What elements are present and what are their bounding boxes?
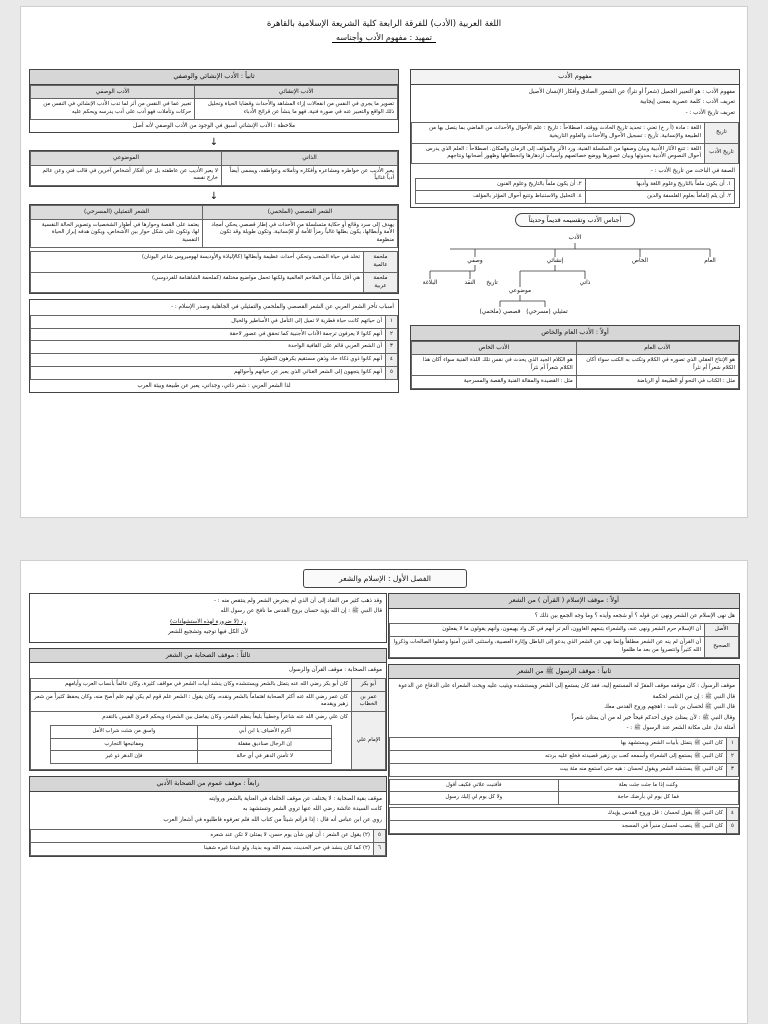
table-cell: مثل : القصيدة والمقالة الفنية والقصة والمسرحية bbox=[412, 376, 577, 389]
row-number: ١ bbox=[386, 315, 398, 328]
islam-table bbox=[389, 623, 739, 657]
section-intro: هل نهى الإسلام عن الشعر ونهى عن قوله ؟ أو شجعه وأيده ؟ وما وجه الجمع بين ذلك ؟ bbox=[534, 612, 735, 619]
bullet: موقف بقية الصحابة : لا يختلف عن موقف الخلفاء في العناية بالشعر وروايته bbox=[208, 795, 382, 802]
bullet: قال النبي ﷺ : إن من الشعر لحكمة bbox=[652, 693, 735, 700]
reasons-title: أسباب تأخر الشعر العربي عن الشعر القصصي والملحمي والتمثيلي في الجاهلية وصدر الإسلام : - bbox=[171, 304, 394, 311]
table-row bbox=[390, 738, 739, 751]
table-cell: هو الكلام الجيد الذي يحدث في نفس تلك اللذة الفنية سواء أكان هذا الكلام شعراً أم نثراً bbox=[412, 355, 577, 376]
bullet: روي عن ابن عباس أنه قال : إذا قرأتم شيئاً من كتاب الله فلم تعرفوه فاطلبوه في أشعار العرب bbox=[163, 816, 382, 823]
poem-hemistich: لا تأمنن الدهر في أي حالة bbox=[198, 751, 332, 764]
right-column bbox=[388, 593, 740, 840]
table-header-row bbox=[31, 85, 398, 98]
right-column bbox=[410, 69, 740, 395]
reasons-box bbox=[29, 299, 399, 393]
row-text: كان النبي ﷺ يتمثل بأبيات الشعر ويستشهد بها bbox=[390, 738, 727, 751]
islam-box bbox=[388, 593, 740, 659]
genres-pill: أجناس الأدب وتقسيمه قديماً وحديثاً bbox=[515, 213, 635, 227]
table-header-row bbox=[31, 206, 398, 219]
tree-node: البلاغة bbox=[422, 280, 438, 287]
poem-table bbox=[389, 779, 739, 805]
table-row bbox=[390, 763, 739, 776]
table-row bbox=[31, 165, 398, 186]
table-row bbox=[31, 829, 386, 842]
table-row bbox=[31, 272, 398, 293]
row-text: هي أقل شأناً من الملاحم العالمية ولكنها تحمل مواضيع مختلفة (كملحمة الشاهنامة للفردوسي) bbox=[31, 272, 364, 293]
general-title: أولاً : الأدب العام والخاص bbox=[411, 326, 739, 341]
table-row bbox=[31, 354, 398, 367]
poem-row bbox=[50, 738, 332, 751]
researcher-table bbox=[415, 178, 735, 205]
poem-table bbox=[50, 725, 333, 764]
section-title: أولاً : موقف الإسلام ( القرآن ) من الشعر bbox=[389, 594, 739, 609]
poem-row bbox=[50, 751, 332, 764]
table-row bbox=[31, 99, 398, 120]
tree-node: العام bbox=[704, 258, 716, 265]
table-row bbox=[31, 712, 386, 770]
column-header: الموضوعي bbox=[31, 152, 222, 165]
page-subheader: تمهيد : مفهوم الأدب وأجناسه bbox=[21, 33, 747, 42]
subjective-table bbox=[30, 151, 398, 186]
row-label: ملحمة عربية bbox=[364, 272, 398, 293]
concept-bullet: تعريف تاريخ الأدب : - bbox=[685, 109, 735, 116]
section-title: ثالثاً : موقف الصحابة من الشعر bbox=[30, 649, 386, 664]
arrow-down-icon: ↓ bbox=[209, 137, 219, 149]
table-header-row bbox=[31, 152, 398, 165]
table-row bbox=[31, 219, 398, 247]
column-header: الأدب الوصفي bbox=[31, 85, 195, 98]
table-header-row bbox=[412, 342, 739, 355]
poem-hemistich: فما كل يوم لي بأرضك حاجة bbox=[558, 792, 738, 805]
row-text: تخلد في حياة الشعب وتحكي أحداث عظيمة وأبطالها (كالإلياذة والأوديسة لهوميروس شاعر اليونان) bbox=[31, 252, 364, 273]
row-label: ملحمة عالمية bbox=[364, 252, 398, 273]
bullet: قال النبي ﷺ لحسان بن ثابت : اهجهم وروح القدس معك bbox=[604, 704, 735, 711]
creative-table bbox=[30, 85, 398, 120]
row-text: كان النبي ﷺ يستمع إلى الشعراء وأسمعه كعب بن زهير قصيدته فخلع عليه بردته bbox=[390, 751, 727, 764]
table-cell: مثل : الكتاب في النحو أو الطبيعة أو الرياضة bbox=[576, 376, 738, 389]
row-text: كان عمر رضي الله عنه أكثر الصحابة اهتماماً بالشعر ونقده، وكان يقول : الشعر علم قوم لم يكن لهم علم أصح منه، وكان يحفظ كثيراً من شعر زهير ويقدمه bbox=[31, 691, 352, 712]
table-row bbox=[31, 315, 398, 328]
prophet-box bbox=[388, 664, 740, 835]
column-header: الذاتي bbox=[221, 152, 397, 165]
row-label: أبو بكر bbox=[352, 678, 386, 691]
arrow-down-icon: ↓ bbox=[209, 191, 219, 203]
table-row bbox=[31, 842, 386, 855]
creative-box bbox=[29, 69, 399, 133]
bullet: كانت السيدة عائشة رضي الله عنها تروي الشعر وتستشهد به bbox=[242, 806, 382, 813]
row-text: أنهم كانوا لا يعرفون ترجمة الآداب الأجنبية كما تحقق في عصور لاحقة bbox=[31, 328, 386, 341]
chapter-title: الفصل الأول : الإسلام والشعر bbox=[303, 569, 467, 588]
row-label: تاريخ bbox=[705, 122, 739, 143]
prophet-extra-table bbox=[389, 807, 739, 834]
bullet: لأن الكل فيها توجيه وتشجيع للشعر bbox=[168, 629, 248, 636]
poem-hemistich: أكرم الأضياف يا ابن أبي bbox=[198, 726, 332, 739]
table-row bbox=[31, 691, 386, 712]
concept-bullet: مفهوم الأدب : هو التعبير الجميل (شعراً أو نثراً) عن الشعور الصادق وأفكار الإنسان الأصيل bbox=[528, 88, 735, 95]
narrative-table bbox=[30, 205, 398, 248]
section-intro: موقف الصحابة : موقف القرآن والرسول bbox=[289, 667, 382, 674]
creative-note: ملاحظة : الأدب الإنشائي أسبق في الوجود من الأدب الوصفي لأنه أصل bbox=[133, 122, 295, 129]
row-text: أن الشعر العربي قائم على القافية الواحدة bbox=[31, 341, 386, 354]
row-text: اللغة : مادة (أ ر خ) تعني : تحديد تاريخ الحادث ووقته. اصطلاحاً : تاريخ : علم الأحوال والأحداث من الماضي بما يتصل بها من الطبيعة والإنسانية. تأريخ : تسجيل الأحوال والأحداث والعلوم التاريخية bbox=[412, 122, 705, 143]
creative-title: ثانياً : الأدب الإنشائي والوصفي bbox=[30, 70, 398, 85]
bullet: أمثلة تدل على مكانة الشعر عند الرسول ﷺ : - bbox=[626, 724, 735, 731]
table-row bbox=[412, 355, 739, 376]
table-row bbox=[31, 328, 398, 341]
reasons-footer: لذا الشعر العربي : شعر ذاتي، وجداني، يعبر عن طبيعة وبيئة العرب bbox=[137, 382, 291, 389]
genres-tree bbox=[410, 231, 740, 319]
page-header: اللغة العربية (الأدب) للفرقة الرابعة كلية الشريعة الإسلامية بالقاهرة bbox=[266, 19, 502, 29]
page-1 bbox=[20, 6, 748, 518]
table-row bbox=[31, 367, 398, 380]
row-number: ٥ bbox=[374, 829, 386, 842]
row-text: اللغة : تتبع الآثار الأدبية وبيان وصفها من السلسلة الفنية، ورد الآثر والمؤلف إلى الزمان والمكان. اصطلاحاً : العلم الذي يدرس أحوال النصوص الأدبية بحدوثها وبيان عصورها ووضع خصائصهم وأسباب ازدهارها وانحطاطها وظهور أصحابها ونتاجهم bbox=[412, 143, 705, 164]
bottom-table bbox=[30, 829, 386, 856]
left-column bbox=[29, 593, 387, 862]
poem-row bbox=[390, 779, 739, 792]
tree-node: الخاص bbox=[632, 258, 648, 265]
table-cell: لا يعبر الأديب عن عاطفته بل عن أفكار أشخاص آخرين في قالب فني وعن عالم خارج نفسه bbox=[31, 165, 222, 186]
table-row bbox=[31, 341, 398, 354]
companions-box bbox=[29, 648, 387, 771]
poem-hemistich: إن الرجال صناديق مقفلة bbox=[198, 738, 332, 751]
poem-hemistich: ولا كل يوم لي إليك رسول bbox=[390, 792, 559, 805]
row-text: كان النبي ﷺ ينصب لحسان منبراً في المسجد bbox=[390, 820, 727, 833]
poem-hemistich: فإن الدهر ذو غير bbox=[50, 751, 198, 764]
table-row bbox=[412, 143, 739, 164]
table-cell: تعبير عما في النفس من أثر لما تدب الأدب الإنشائي في النفس من حركات وتأملات فهو أدب على أدب يدرسه ويحكم عليه bbox=[31, 99, 195, 120]
table-row bbox=[412, 376, 739, 389]
column-header: الأدب الإنشائي bbox=[195, 85, 398, 98]
table-cell: تصوير ما يجري في النفس من انفعالات إزاء المشاهد والأحداث وقضايا الحياة وتحليل ذلك الواقع والتعبير عنه في صورة فنية، فهو ما ينشأ عن قرائح الأدباء bbox=[195, 99, 398, 120]
row-number: ٥ bbox=[727, 820, 739, 833]
reasons-table bbox=[30, 315, 398, 380]
poem-hemistich: وكنت إذا ما جئت جئت بعلة bbox=[558, 779, 738, 792]
row-text: كان النبي ﷺ يستنشد الشعر ويقول لحسان : هيه حتى استمع منه مئة بيت bbox=[390, 763, 727, 776]
section-title: رابعاً : موقف عموم من الصحابة الأدبي bbox=[30, 777, 386, 792]
table-cell: ٢. أن يلم إلماماً بعلوم الفلسفة والدين bbox=[585, 191, 734, 204]
tree-root: الأدب bbox=[568, 235, 582, 242]
table-cell: يعتمد على القصة وحوارها في أطوار الشخصيات وتصوير الحالة النفسية لها، وتكون على شكل حوار بين الأشخاص، ويكون هدفه إبراز الحياة النفسية bbox=[31, 219, 203, 247]
row-label: تاريخ الأدب bbox=[705, 143, 739, 164]
page-2 bbox=[20, 560, 748, 1024]
row-text: أنهم كانوا يتجهون إلى الشعر الغنائي الذي يعبر عن حياتهم وأحوالهم bbox=[31, 367, 386, 380]
row-label: الصحيح bbox=[705, 636, 739, 657]
general-table bbox=[411, 341, 739, 389]
bullet: قال النبي ﷺ : إن الله يؤيد حسان بروح القدس ما نافح عن رسول الله bbox=[220, 608, 382, 615]
column-header: الأدب الخاص bbox=[412, 342, 577, 355]
poem-row bbox=[390, 792, 739, 805]
table-row bbox=[390, 808, 739, 821]
table-cell: ١. أن يكون ملماً بالتاريخ وعلوم اللغة وأدبها bbox=[585, 178, 734, 191]
tree-node: قصصي (ملحمي) bbox=[479, 309, 521, 316]
column-header: الأدب العام bbox=[576, 342, 738, 355]
table-cell: ٤. التحليل والاستنباط وتتبع أحوال المؤثر بالمؤلف bbox=[416, 191, 586, 204]
others-box bbox=[29, 776, 387, 857]
table-row bbox=[390, 636, 739, 657]
row-number: ١ bbox=[727, 738, 739, 751]
concept-box bbox=[410, 69, 740, 208]
tree-node: وصفي bbox=[467, 258, 483, 265]
section-intro: موقف الرسول : كان موقفه موقف المقرّ له المستمع إليه، فقد كان يستمع إلى الشعر ويستنشده ويثيب عليه ويحث الشعراء على الدفاع عن الدعوة bbox=[398, 683, 735, 690]
general-special-box bbox=[410, 325, 740, 390]
tree-node: تمثيلي (مسرحي) bbox=[526, 309, 568, 316]
bullet: وقد ذهب كثير من النقاد إلى أن الذي لم يعترض الشعر ولم ينتقص منه : - bbox=[213, 598, 382, 604]
row-number: ٥ bbox=[386, 367, 398, 380]
poem-row bbox=[50, 726, 332, 739]
table-row bbox=[31, 678, 386, 691]
poem-hemistich: واسق من شئت شراب الأمل bbox=[50, 726, 198, 739]
table-row bbox=[390, 751, 739, 764]
left-column bbox=[29, 69, 399, 398]
tree-lines bbox=[410, 231, 740, 319]
row-text: أن الإسلام حرم الشعر ونهى عنه، والشعراء يتبعهم الغاوون، ألم تر أنهم في كل واد يهيمون، وأنهم يقولون ما لا يفعلون bbox=[390, 624, 705, 637]
narrative-box bbox=[29, 204, 399, 294]
row-text: أن القرآن لم ينه عن الشعر مطلقاً وإنما نهى عن الشعر الذي يدعو إلى الباطل وإثارة العصبية، واستثنى الذين آمنوا وعملوا الصالحات وذكروا الله كثيراً وانتصروا من بعد ما ظلموا bbox=[390, 636, 705, 657]
intro-box bbox=[29, 593, 387, 643]
row-text: (٢) يقول عن الشعر : أن لهن شأن يوم حسن، لا يمتلئ لا تكن عند شعره bbox=[31, 829, 374, 842]
companions-table bbox=[30, 678, 386, 770]
row-text: كان النبي ﷺ يقول لحسان : قل وروح القدس يؤيدك bbox=[390, 808, 727, 821]
table-cell: هو الإنتاج العقلي الذي تصوره في الكلام وتكتب به الكتب سواء أكان الكلام شعراً أم نثراً bbox=[576, 355, 738, 376]
table-cell: ٢. أن يكون ملماً بالتاريخ وعلوم الفنون bbox=[416, 178, 586, 191]
tree-node: موضوعي bbox=[508, 288, 532, 295]
table-row bbox=[31, 252, 398, 273]
subjective-box bbox=[29, 150, 399, 187]
prophet-table bbox=[389, 737, 739, 776]
row-text: كان أبو بكر رضي الله عنه يتمثل بالشعر ويستنشده وكان ينشد أبيات الشعر في مواقف كثيرة، وكان عالماً بأنساب العرب وأيامهم bbox=[31, 678, 352, 691]
bullet: رد (لا ضرورة لهذه الاستشهادات) bbox=[170, 618, 246, 625]
row-number: ٦ bbox=[374, 842, 386, 855]
tree-node: النقد bbox=[464, 280, 476, 287]
row-label: الإمام علي bbox=[352, 712, 386, 770]
row-text: كان علي رضي الله عنه شاعراً وخطيباً بليغاً ينظم الشعر، وكان يفاضل بين الشعراء ويحكم لامرئ القيس بالتقدم bbox=[102, 714, 348, 721]
table-row bbox=[390, 624, 739, 637]
row-number: ٤ bbox=[386, 354, 398, 367]
row-label: عمر بن الخطاب bbox=[352, 691, 386, 712]
tree-node: ذاتي bbox=[579, 280, 591, 287]
table-row bbox=[412, 122, 739, 143]
tree-node: إنشائي bbox=[546, 258, 564, 265]
row-text: أنهم كانوا ذوي ذكاء حاد وذهن مستقيم يكرهون التطويل bbox=[31, 354, 386, 367]
table-row bbox=[416, 178, 735, 191]
table-cell: يعبر الأديب عن خواطره ومشاعره وأفكاره وتأملاته وعواطفه، ويسمى أيضاً أدباً غنائياً bbox=[221, 165, 397, 186]
bullet: وقال النبي ﷺ : لأن يمتلئ جوف أحدكم قيحاً خير له من أن يمتلئ شعراً bbox=[571, 714, 735, 721]
row-number: ٣ bbox=[386, 341, 398, 354]
tree-node: تاريخ bbox=[486, 280, 498, 287]
notes-table bbox=[30, 251, 398, 293]
row-number: ٢ bbox=[727, 751, 739, 764]
table-row bbox=[390, 820, 739, 833]
row-number: ٢ bbox=[386, 328, 398, 341]
concept-bullet: تعريف الأدب : كلمة عصرية بمعنى إيجابية bbox=[640, 99, 735, 106]
table-row bbox=[416, 191, 735, 204]
row-label: الأصل bbox=[705, 624, 739, 637]
concept-title: مفهوم الأدب bbox=[411, 70, 739, 85]
row-number: ٣ bbox=[727, 763, 739, 776]
row-text: أن حياتهم كانت حياة فطرية لا تميل إلى التأمل في الأساطير والخيال bbox=[31, 315, 386, 328]
column-header: الشعر القصصي (الملحمي) bbox=[203, 206, 398, 219]
poem-hemistich: ومفاتيحها التجارب bbox=[50, 738, 198, 751]
poem-hemistich: فأفنيت علاتي فكيف أقول bbox=[390, 779, 559, 792]
row-text: (٢) كما كان ينشد في خبر الحديث، بسم الله وبه بدينا، ولو عبدنا غيره شقينا bbox=[31, 842, 374, 855]
section-title: ثانياً : موقف الرسول ﷺ من الشعر bbox=[389, 665, 739, 680]
table-cell: يهدف إلى سرد وقائع أو حكاية متسلسلة من الأحداث في إطار قصصي يحكي أمجاد الأمة وأبطالها، يكون بطلها غالباً رمزاً للأمة أو للإنسانية، وتكون طويلة وقد تكون منظومة bbox=[203, 219, 398, 247]
column-header: الشعر التمثيلي (المسرحي) bbox=[31, 206, 203, 219]
row-number: ٤ bbox=[727, 808, 739, 821]
history-table bbox=[411, 122, 739, 164]
researcher-label: الصفة في الباحث من تاريخ الأدب : - bbox=[650, 168, 735, 175]
